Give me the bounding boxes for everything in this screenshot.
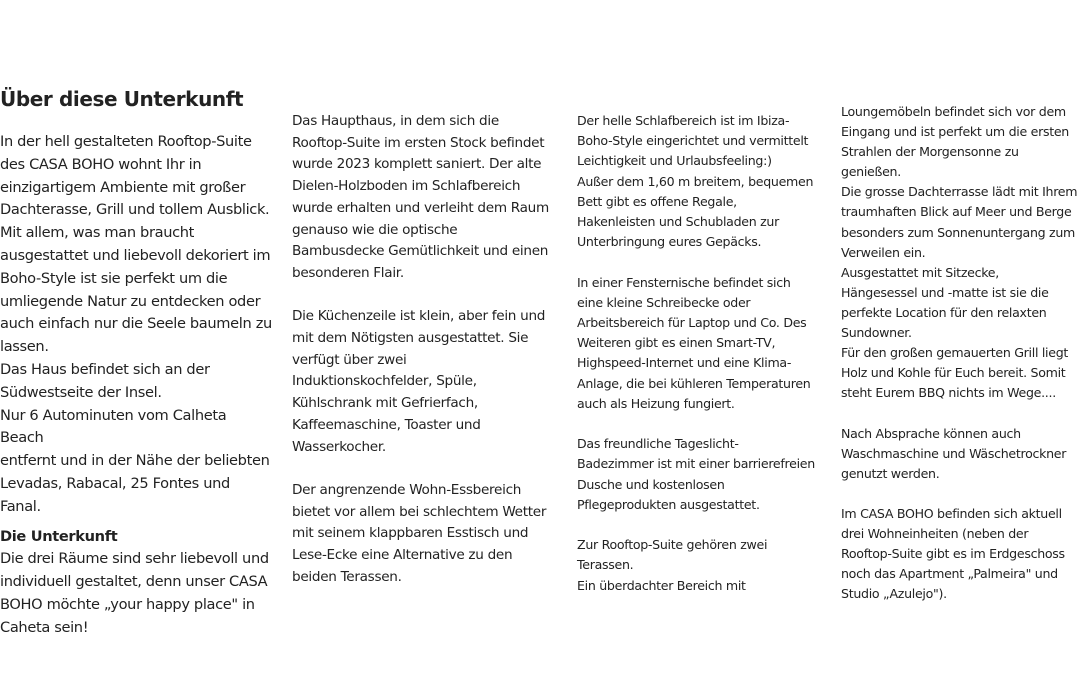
section-title: Über diese Unterkunft bbox=[0, 87, 244, 111]
intro-paragraph: In der hell gestalteten Rooftop-Suite des CASA BOHO wohnt Ihr in einzigartigem Ambiente mit großer Dachterasse, Grill und tollem Ausblick. Mit allem, was man braucht ausgestattet und liebevoll dekoriert im Boho-Style ist sie perfekt um die umliegende Natur zu entdecken oder auch einfach nur die Seele baumeln zu lassen. Das Haus befindet sich an der Südwestseite der Insel. Nur 6 Autominuten vom Calheta Beach entfernt und in der Nähe der beliebten Levadas, Rabacal, 25 Fontes und Fanal. bbox=[0, 133, 272, 515]
bathroom-paragraph: Das freundliche Tageslicht- Badezimmer ist mit einer barrierefreien Dusche und kostenlosen Pflegeprodukten ausgestattet. bbox=[577, 436, 815, 512]
bedroom-paragraph: Der helle Schlafbereich ist im Ibiza- Boho-Style eingerichtet und vermittelt Leichtigkeit und Urlaubsfeeling:) Außer dem 1,60 m breitem, bequemen Bett gibt es offene Regale, Hakenleisten und Schubladen zur Unterbringung eures Gepäcks. bbox=[577, 113, 814, 250]
description-column-2 bbox=[276, 100, 566, 594]
roof-terrace-paragraph: Loungemöbeln befindet sich vor dem Eingang und ist perfekt um die ersten Strahlen der Morgensonne zu genießen. Die grosse Dachterrasse lädt mit Ihrem traumhaften Blick auf Meer und Berge besonders zum Sonnenuntergang zum Verweilen ein. Ausgestattet mit Sitzecke, Hängesessel und -matte ist sie die perfekte Location für den relaxten Sundowner. Für den großen gemauerten Grill liegt Holz und Kohle für Euch bereit. Somit steht Eurem BBQ nichts im Wege.... bbox=[841, 104, 1078, 401]
terraces-paragraph: Zur Rooftop-Suite gehören zwei Terassen. Ein überdachter Bereich mit bbox=[577, 537, 768, 593]
living-area-paragraph: Der angrenzende Wohn-Essbereich bietet vor allem bei schlechtem Wetter mit seinem klappbaren Esstisch und Lese-Ecke eine Alternative zu den beiden Terassen. bbox=[292, 481, 547, 585]
description-column-4 bbox=[828, 92, 1080, 604]
workspace-paragraph: In einer Fensternische befindet sich eine kleine Schreibecke oder Arbeitsbereich für Laptop und Co. Des Weiteren gibt es einen Smart-TV, Highspeed-Internet und eine Klima- Anlage, die bei kühleren Temperaturen auch als Heizung fungiert. bbox=[577, 274, 811, 411]
description-column-3 bbox=[568, 102, 824, 596]
rooms-paragraph: Die drei Räume sind sehr liebevoll und individuell gestaltet, denn unser CASA BOHO möchte „your happy place" in Caheta sein! bbox=[0, 550, 269, 636]
description-column-1 bbox=[0, 82, 272, 636]
laundry-paragraph: Nach Absprache können auch Waschmaschine und Wäschetrockner genutzt werden. bbox=[841, 425, 1067, 481]
accommodation-subheading: Die Unterkunft bbox=[0, 527, 118, 545]
units-paragraph: Im CASA BOHO befinden sich aktuell drei Wohneinheiten (neben der Rooftop-Suite gibt es im Erdgeschoss noch das Apartment „Palmeira" und Studio „Azulejo"). bbox=[841, 505, 1065, 602]
main-house-paragraph: Das Haupthaus, in dem sich die Rooftop-Suite im ersten Stock befindet wurde 2023 komplett saniert. Der alte Dielen-Holzboden im Schlafbereich wurde erhalten und verleiht dem Raum genauso wie die optische Bambusdecke Gemütlichkeit und einen besonderen Flair. bbox=[292, 113, 549, 281]
kitchen-paragraph: Die Küchenzeile ist klein, aber fein und mit dem Nötigsten ausgestattet. Sie verfügt über zwei Induktionskochfelder, Spüle, Kühlschrank mit Gefrierfach, Kaffeemaschine, Toaster und Wasserkocher. bbox=[292, 308, 546, 455]
